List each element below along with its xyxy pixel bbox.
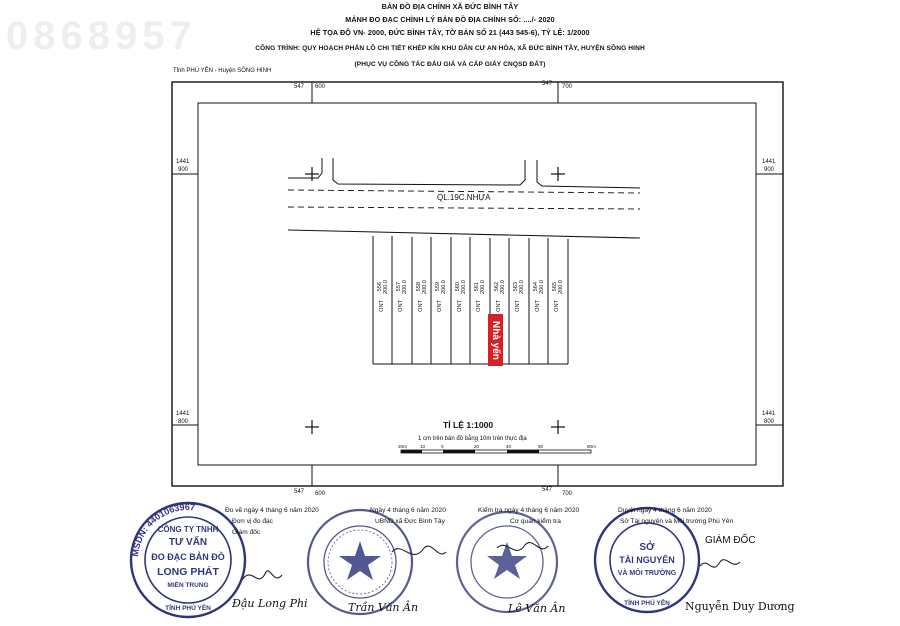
grid-label-top-right-a: 547 <box>542 81 553 87</box>
seal4-line1: SỞ <box>639 542 655 553</box>
sig1-org: Đơn vị đo đạc <box>232 518 273 525</box>
lot-561-type: ONT <box>476 300 482 312</box>
grid-label-right-upper-b: 900 <box>764 167 775 173</box>
sig4-name: Nguyễn Duy Dương <box>685 600 795 613</box>
lot-564-id: 564 <box>533 282 539 292</box>
lot-563-type: ONT <box>515 300 521 312</box>
scale-tick-2: 0 <box>441 444 444 449</box>
project-title: CÔNG TRÌNH: QUY HOẠCH PHÂN LÔ CHI TIẾT KHÉP KÍN KHU DÂN CƯ AN HÒA, XÃ ĐỨC BÌNH TÂY, HUYỆN SÔNG HINH <box>255 45 645 52</box>
sig2-org: UBND xã Đức Bình Tây <box>375 518 445 525</box>
sig1-date: Đo vẽ ngày 4 tháng 6 năm 2020 <box>225 507 319 514</box>
scale-note: 1 cm trên bản đồ bằng 10m trên thực địa <box>418 436 527 442</box>
scale-tick-1: 10 <box>420 444 426 449</box>
lot-562-type: ONT <box>496 300 502 312</box>
sig2-date: Ngày 4 tháng 6 năm 2020 <box>370 507 446 514</box>
map-title: BẢN ĐỒ ĐỊA CHÍNH XÃ ĐỨC BÌNH TÂY <box>381 2 519 11</box>
sig3-date: Kiểm tra ngày 4 tháng 6 năm 2020 <box>478 507 580 514</box>
lot-564-type: ONT <box>535 300 541 312</box>
scale-tick-0: 20m <box>398 444 407 449</box>
grid-label-bottom-left-a: 547 <box>294 489 305 495</box>
lot-560-area: 200.0 <box>461 280 467 294</box>
lot-561-area: 200.0 <box>480 280 486 294</box>
seal4-line2: TÀI NGUYÊN <box>619 555 675 565</box>
lot-563-area: 200.0 <box>519 280 525 294</box>
sheet-number: MẢNH ĐO ĐẠC CHỈNH LÝ BẢN ĐỒ ĐỊA CHÍNH SỐ: ..../- 2020 <box>345 15 555 24</box>
lot-556-id: 556 <box>377 282 383 292</box>
seal1-line2: TƯ VẤN <box>168 537 208 548</box>
lot-557-id: 557 <box>396 282 402 292</box>
sig2-name: Trần Văn Ân <box>348 601 419 614</box>
grid-label-top-left-b: 600 <box>315 84 326 90</box>
seal1-line3: ĐO ĐẠC BẢN ĐỒ <box>151 552 225 562</box>
sig4-org: Sở Tài nguyên và Môi trường Phú Yên <box>620 518 734 525</box>
road-label: QL.19C.NHỰA <box>437 193 491 202</box>
inspection-seal <box>457 512 557 612</box>
lot-562-id: 562 <box>494 282 500 292</box>
lot-557-area: 200.0 <box>402 280 408 294</box>
lot-564-area: 200.0 <box>539 280 545 294</box>
sig3-org: Cơ quan kiểm tra <box>510 518 561 525</box>
lot-557-type: ONT <box>398 300 404 312</box>
nha-yen-badge: Nhà yến <box>488 314 503 366</box>
lot-558-area: 200.0 <box>422 280 428 294</box>
scale-tick-4: 40 <box>506 444 512 449</box>
seal1-bottom: TỈNH PHÚ YÊN <box>165 605 211 612</box>
lot-565-type: ONT <box>554 300 560 312</box>
seal1-code: MSDN: 4401063967 <box>130 501 196 558</box>
lot-560-type: ONT <box>457 300 463 312</box>
province-label: Tỉnh PHÚ YÊN - Huyện SÔNG HINH <box>173 68 272 74</box>
grid-label-bottom-right-a: 547 <box>542 487 553 493</box>
scale-tick-6: 80m <box>587 444 596 449</box>
scale-tick-3: 20 <box>474 444 480 449</box>
lot-558-type: ONT <box>418 300 424 312</box>
lot-561-id: 561 <box>474 282 480 292</box>
lot-562-area: 200.0 <box>500 280 506 294</box>
sig4-title: GIÁM ĐỐC <box>705 535 756 546</box>
lot-563-id: 563 <box>513 282 519 292</box>
lot-565-area: 200.0 <box>558 280 564 294</box>
grid-label-left-lower-a: 1441 <box>176 411 190 417</box>
grid-label-left-upper-b: 900 <box>178 167 189 173</box>
seal1-line5: MIỀN TRUNG <box>167 582 209 589</box>
seal4-line3: VÀ MÔI TRƯỜNG <box>617 570 677 577</box>
seal4-bottom: TỈNH PHÚ YÊN <box>624 600 670 607</box>
lot-559-type: ONT <box>437 300 443 312</box>
lot-558-id: 558 <box>416 282 422 292</box>
seal1-line1: CÔNG TY TNHH <box>157 525 219 534</box>
grid-label-right-lower-b: 800 <box>764 419 775 425</box>
grid-label-right-upper-a: 1441 <box>762 159 776 165</box>
watermark-text: 0868957 <box>6 14 197 58</box>
grid-label-bottom-right-b: 700 <box>562 491 573 497</box>
seal1-line4: LONG PHÁT <box>157 566 219 578</box>
grid-label-top-right-b: 700 <box>562 84 573 90</box>
grid-label-right-lower-a: 1441 <box>762 411 776 417</box>
lot-559-area: 200.0 <box>441 280 447 294</box>
lot-556-area: 200.0 <box>383 280 389 294</box>
project-purpose: (PHỤC VỤ CÔNG TÁC ĐẤU GIÁ VÀ CẤP GIẤY CNQSD ĐẤT) <box>354 61 546 68</box>
sig1-name: Đậu Long Phi <box>232 597 308 610</box>
lot-565-id: 565 <box>552 282 558 292</box>
grid-label-bottom-left-b: 600 <box>315 491 326 497</box>
grid-label-left-upper-a: 1441 <box>176 159 190 165</box>
scale-tick-5: 60 <box>538 444 544 449</box>
company-seal <box>130 502 245 617</box>
lot-556-type: ONT <box>379 300 385 312</box>
scale-title: TỈ LỆ 1:1000 <box>443 420 494 430</box>
grid-label-left-lower-b: 800 <box>178 419 189 425</box>
lot-559-id: 559 <box>435 282 441 292</box>
sig1-title: Giám đốc <box>232 529 261 536</box>
sig3-name: Lê Văn Ân <box>508 602 566 615</box>
sig4-date: Duyệt ngày 4 tháng 6 năm 2020 <box>618 507 712 514</box>
lot-560-id: 560 <box>455 282 461 292</box>
grid-label-top-left-a: 547 <box>294 84 305 90</box>
coordinate-system: HỆ TỌA ĐỘ VN- 2000, ĐỨC BÌNH TÂY, TỜ BẢN SỐ 21 (443 545-6), TỶ LỆ: 1/2000 <box>310 28 590 37</box>
